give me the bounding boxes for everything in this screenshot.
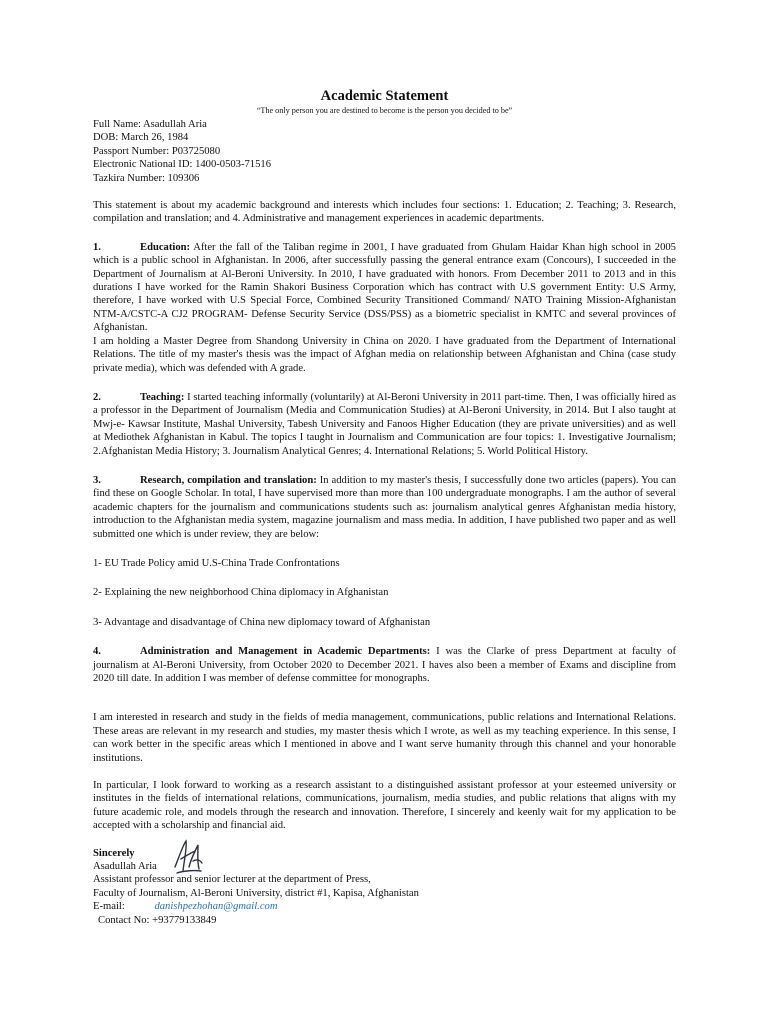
interests-paragraph: I am interested in research and study in the fields of media management, communications, public relations and International Relations. These areas are relevant in my research and studies, my master thesis which I wrote, as well as my teaching experience. In this sense, I can work better in the specific areas which I mentioned in above and I want serve humanity through this channel and your honorable institutions. [93, 712, 676, 764]
email-link[interactable]: danishpezhohan@gmail.com [154, 901, 278, 913]
section-number: 4. [93, 646, 101, 658]
intro-paragraph: This statement is about my academic background and interests which includes four sections: 1. Education; 2. Teaching; 3. Research, compilation and translation; and 4. Administrative and management experiences in academic departments. [93, 200, 676, 225]
passport-number: Passport Number: P03725080 [93, 145, 221, 157]
section-text: In addition to my master's thesis, I successfully done two articles (papers). You can find these on Google Scholar. In total, I have supervised more than more than 100 undergraduate monographs. I am the author of several academic chapters for the journalism and communications students such as: journalism analytical genres Afghanistan media history, introduction to the Afghanistan media system, magazine journalism and mass media. In addition, I have published two paper and as well submitted one which is under review, they are below: [93, 474, 676, 540]
personal-details [93, 118, 676, 185]
education-masters-paragraph: I am holding a Master Degree from Shandong University in China on 2020. I have graduated from the Department of International Relations. The title of my master's thesis was the impact of Afghan media on relationship between Afghanistan and China (case study private media), which was defended with A grade. [93, 335, 676, 374]
section-heading: Administration and Management in Academic Departments: [140, 646, 431, 658]
signer-name: Asadullah Aria [93, 861, 157, 873]
full-name: Full Name: Asadullah Aria [93, 119, 207, 130]
section-heading: Teaching: [140, 391, 185, 403]
section-number: 3. [93, 474, 101, 486]
section-education [93, 241, 676, 335]
section-teaching [93, 391, 676, 458]
section-number: 1. [93, 241, 101, 253]
tazkira-number: Tazkira Number: 109306 [93, 172, 200, 184]
section-text: After the fall of the Taliban regime in 2001, I have graduated from Ghulam Haidar Khan high school in 2005 which is a public school in Afghanistan. In 2006, after successfully passing the general entrance exam (Concours), I succeeded in the Department of Journalism at Al-Beroni University. In 2010, I have graduated with honors. From December 2011 to 2013 and in this durations I have worked for the Ramin Shakori Business Corporation which has contract with U.S government Entity: U.S Army, therefore, I have worked with U.S Special Force, Combined Security Transitioned Command/ NATO Training Mission-Afghanistan NTM-A/CSTC-A CJ2 PROGRAM- Defense Security Service (DSS/PSS) as a biometric specialist in KMTC and several provinces of Afghanistan. [93, 241, 676, 334]
email-label: E-mail: [93, 901, 125, 913]
section-heading: Education: [140, 241, 191, 253]
section-administration [93, 645, 676, 685]
signature-wrap [171, 837, 205, 877]
motto-quote: “The only person you are destined to become is the person you decided to be” [256, 106, 513, 115]
section-heading: Research, compilation and translation: [140, 474, 317, 486]
paper-item-1: 1- EU Trade Policy amid U.S-China Trade Confrontations [93, 557, 340, 569]
dob: DOB: March 26, 1984 [93, 132, 189, 144]
section-text: I was the Clarke of press Department at faculty of journalism at Al-Beroni University, from October 2020 to December 2021. I haves also been a member of Exams and discipline from 2020 till date. In addition I was member of defense committee for monographs. [93, 646, 676, 684]
signer-position: Assistant professor and senior lecturer at the department of Press, [93, 874, 371, 886]
document-page [93, 87, 676, 927]
sincerely-label: Sincerely [93, 847, 135, 859]
signature-image [171, 837, 205, 877]
document-title: Academic Statement [320, 88, 449, 104]
section-research [93, 474, 676, 541]
email-line [93, 900, 676, 913]
national-id: Electronic National ID: 1400-0503-71516 [93, 159, 271, 171]
section-number: 2. [93, 391, 101, 403]
contact-number: Contact No: +93779133849 [98, 914, 217, 926]
signer-address: Faculty of Journalism, Al-Beroni University, district #1, Kapisa, Afghanistan [93, 887, 419, 899]
closing-paragraph: In particular, I look forward to working as a research assistant to a distinguished assistant professor at your esteemed university or institutes in the fields of international relations, communications, journalism, media studies, and public relations that aligns with my future academic role, and models through the research and innovation. Therefore, I sincerely and keenly wait for my application to be accepted with a scholarship and financial aid. [93, 780, 676, 832]
paper-item-2: 2- Explaining the new neighborhood China diplomacy in Afghanistan [93, 587, 389, 599]
section-text: I started teaching informally (voluntarily) at Al-Beroni University in 2011 part-time. Then, I was officially hired as a professor in the Department of Journalism (Media and Communication Studies) at Al-Beroni University, in 2014. But I also taught at Mwj-e- Kawsar Institute, Mashal University, Tabesh University and Fanoos Higher Education (they are private universities) and as well at Mediothek Afghanistan in Kabul. The topics I taught in Journalism and Communication are four topics: 1. Investigative Journalism; 2.Afghanistan Media History; 3. Journalism Analytical Genres; 4. International Relations; 5. World Political History. [93, 391, 676, 457]
paper-item-3: 3- Advantage and disadvantage of China new diplomacy toward of Afghanistan [93, 616, 431, 628]
signoff-block [93, 847, 676, 927]
